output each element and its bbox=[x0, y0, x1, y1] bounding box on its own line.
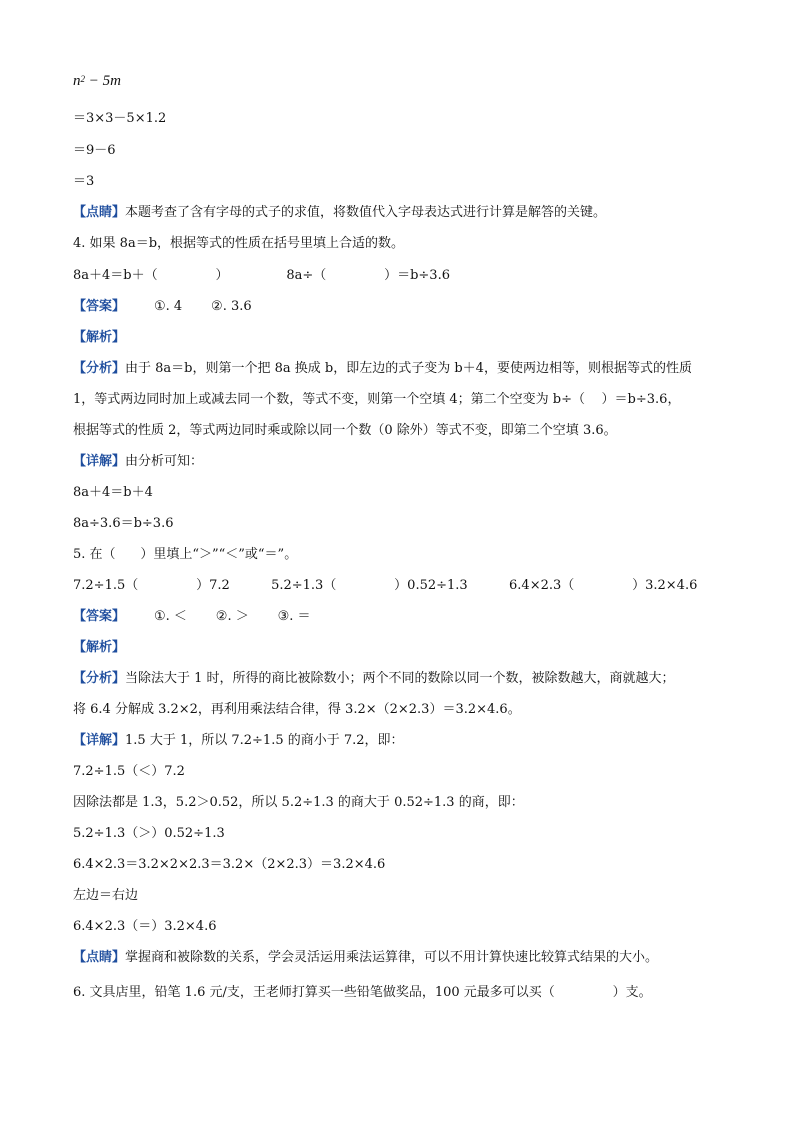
expression-heading bbox=[73, 72, 121, 90]
xiangjie-text: 由分析可知： bbox=[125, 454, 204, 469]
fenxi-text: 当除法大于 1 时，所得的商比被除数小；两个不同的数除以同一个数，被除数越大，商就越大； bbox=[125, 671, 675, 686]
answer-value: ①. 4 ②. 3.6 bbox=[125, 299, 252, 314]
calc-step-1: ＝3×3－5×1.2 bbox=[73, 111, 167, 126]
answer-5 bbox=[73, 608, 311, 626]
expr-rest: − 5m bbox=[85, 73, 121, 89]
fenxi-text: 由于 8a＝b，则第一个把 8a 换成 b，即左边的式子变为 b＋4，要使两边相等，则根据等式的性质 bbox=[125, 361, 692, 376]
calc-step-2: ＝9－6 bbox=[73, 143, 116, 158]
xiangjie-5-line-3: 5.2÷1.3（＞）0.52÷1.3 bbox=[73, 826, 225, 841]
fenxi-5-b: 将 6.4 分解成 3.2×2，再利用乘法结合律，得 3.2×（2×2.3）＝3.2×4.6。 bbox=[73, 702, 521, 717]
question-6: 6. 文具店里，铅笔 1.6 元/支，王老师打算买一些铅笔做奖品，100 元最多可以买（ ）支。 bbox=[73, 985, 652, 1000]
dianjing-tag: 【点睛】 bbox=[73, 205, 126, 220]
xiangjie-5-line-5: 左边＝右边 bbox=[73, 888, 139, 903]
fenxi-tag: 【分析】 bbox=[73, 361, 126, 376]
xiangjie-4 bbox=[73, 453, 203, 471]
jiexi-4: 【解析】 bbox=[73, 330, 126, 345]
xiangjie-5-line-6: 6.4×2.3（＝）3.2×4.6 bbox=[73, 919, 217, 934]
xiangjie-5-line-4: 6.4×2.3＝3.2×2×2.3＝3.2×（2×2.3）＝3.2×4.6 bbox=[73, 857, 386, 872]
fenxi-tag: 【分析】 bbox=[73, 671, 126, 686]
calc-step-3: ＝3 bbox=[73, 174, 95, 189]
question-4-items: 8a＋4＝b＋（ ） 8a÷（ ）＝b÷3.6 bbox=[73, 268, 450, 283]
answer-4 bbox=[73, 298, 252, 316]
answer-value: ①. ＜ ②. ＞ ③. ＝ bbox=[125, 609, 311, 624]
xiangjie-5-line-1: 7.2÷1.5（＜）7.2 bbox=[73, 764, 185, 779]
xiangjie-5-line-2: 因除法都是 1.3，5.2＞0.52，所以 5.2÷1.3 的商大于 0.52÷1.3 的商，即： bbox=[73, 795, 524, 810]
fenxi-4-b: 1，等式两边同时加上或减去同一个数，等式不变，则第一个空填 4；第二个空变为 b÷（ ）＝b÷3.6， bbox=[73, 392, 681, 407]
dianjing-tag: 【点睛】 bbox=[73, 950, 126, 965]
question-4: 4. 如果 8a＝b，根据等式的性质在括号里填上合适的数。 bbox=[73, 236, 405, 251]
xiangjie-tag: 【详解】 bbox=[73, 733, 126, 748]
answer-tag: 【答案】 bbox=[73, 299, 126, 314]
fenxi-5-a bbox=[73, 670, 675, 688]
question-5-items: 7.2÷1.5（ ）7.2 5.2÷1.3（ ）0.52÷1.3 6.4×2.3（ ）3.2×4.6 bbox=[73, 578, 698, 593]
xiangjie-4-line-2: 8a÷3.6＝b÷3.6 bbox=[73, 516, 174, 531]
dianjing-text: 本题考查了含有字母的式子的求值，将数值代入字母表达式进行计算是解答的关键。 bbox=[125, 205, 607, 220]
xiangjie-5 bbox=[73, 732, 404, 750]
var-n: n bbox=[73, 73, 81, 89]
fenxi-4-a bbox=[73, 360, 692, 378]
xiangjie-tag: 【详解】 bbox=[73, 454, 126, 469]
xiangjie-text: 1.5 大于 1，所以 7.2÷1.5 的商小于 7.2，即： bbox=[125, 733, 404, 748]
jiexi-5: 【解析】 bbox=[73, 640, 126, 655]
fenxi-4-c: 根据等式的性质 2，等式两边同时乘或除以同一个数（0 除外）等式不变，即第二个空填 3.6。 bbox=[73, 423, 617, 438]
dianjing-3 bbox=[73, 204, 606, 222]
question-5: 5. 在（ ）里填上“＞”“＜”或“＝”。 bbox=[73, 547, 298, 562]
xiangjie-4-line-1: 8a＋4＝b＋4 bbox=[73, 485, 153, 500]
dianjing-5 bbox=[73, 949, 658, 967]
dianjing-text: 掌握商和被除数的关系，学会灵活运用乘法运算律，可以不用计算快速比较算式结果的大小。 bbox=[125, 950, 659, 965]
answer-tag: 【答案】 bbox=[73, 609, 126, 624]
exponent: 2 bbox=[80, 74, 85, 84]
